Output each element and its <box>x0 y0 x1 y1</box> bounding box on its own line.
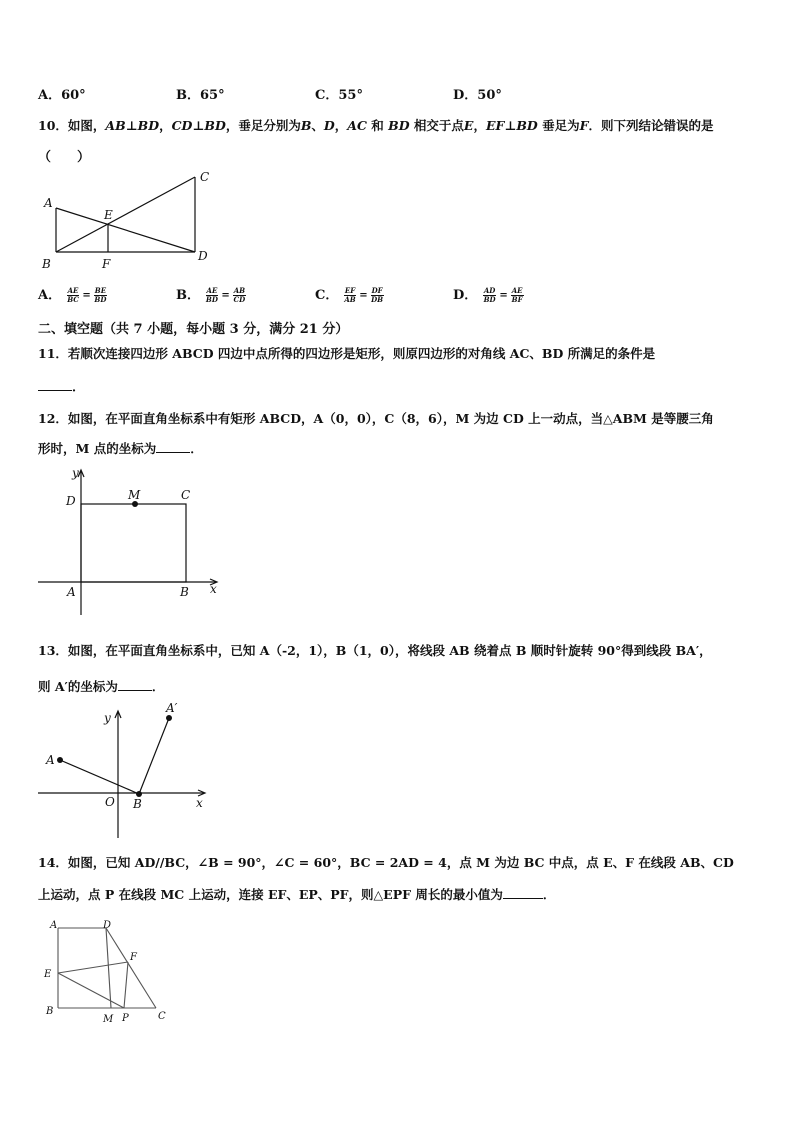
q14-segment-ep <box>58 973 124 1008</box>
q10-option-b-left-fraction <box>206 287 219 304</box>
q14-label-b: B <box>46 1006 54 1017</box>
q12-label-y: y <box>72 466 79 480</box>
q10-option-d-letter: D． <box>453 288 478 303</box>
q10-sep-2: 、 <box>311 118 324 133</box>
fraction-numerator: AD <box>483 286 496 295</box>
fraction-numerator: AB <box>233 286 246 295</box>
q13-text-2: 则 A′的坐标为 <box>38 679 118 694</box>
equals-sign: = <box>499 290 508 301</box>
q13-label-b: B <box>133 797 142 811</box>
q10-line-1: AC <box>347 118 367 133</box>
q10-option-d-right-fraction <box>511 287 524 304</box>
fraction-numerator: EF <box>344 286 356 295</box>
fraction-numerator: DF <box>371 286 383 295</box>
q13-point-a-prime <box>166 715 172 721</box>
q13-label-y: y <box>104 711 111 725</box>
q9-option-c-letter: C． <box>315 88 339 103</box>
q14-end: ． <box>542 887 556 902</box>
q10-option-c-letter: C． <box>315 288 339 303</box>
q13-label-a-prime: A′ <box>166 701 178 715</box>
fraction-denominator: DB <box>371 295 384 304</box>
q12-label-c: C <box>181 488 191 502</box>
q12-label-b: B <box>180 585 189 599</box>
q13-stem-line-1 <box>38 641 712 659</box>
equals-sign: = <box>221 290 230 301</box>
q14-label-a: A <box>50 920 58 931</box>
fraction-denominator: BD <box>205 295 218 304</box>
q10-label-f: F <box>102 257 111 271</box>
q13-segment-ba-prime <box>139 718 169 794</box>
q14-label-m: M <box>103 1014 114 1025</box>
q10-foot-1: B <box>300 118 312 133</box>
q14-segment-pf <box>124 962 128 1008</box>
q9-option-a-value: 60° <box>61 88 86 103</box>
fraction-denominator: BF <box>511 295 523 304</box>
q10-option-b-letter: B． <box>176 288 200 303</box>
q14-label-e: E <box>44 969 52 980</box>
q10-text-1: 如图， <box>67 118 106 133</box>
q10-stem <box>38 116 714 134</box>
q12-stem-line-1 <box>38 409 714 427</box>
q10-label-c: C <box>200 170 210 184</box>
q14-segment-ef <box>58 962 128 973</box>
q12-answer-blank[interactable] <box>156 440 190 453</box>
q10-point-e: E <box>463 118 474 133</box>
q10-label-a: A <box>44 196 53 210</box>
q10-option-b <box>176 284 247 304</box>
equals-sign: = <box>82 290 91 301</box>
q10-option-d <box>453 284 525 304</box>
q13-number: 13． <box>38 643 68 658</box>
q13-text-1: 如图，在平面直角坐标系中，已知 A（-2，1），B（1，0），将线段 AB 绕着点 B 顺时针旋转 90°得到线段 BA′， <box>67 643 712 658</box>
q14-number: 14． <box>38 855 68 870</box>
q10-option-a-right-fraction <box>94 287 107 304</box>
q10-point-f: F <box>579 118 589 133</box>
q12-figure <box>36 463 226 618</box>
q11-end: ． <box>72 380 86 395</box>
fraction-denominator: BD <box>94 295 107 304</box>
q9-option-d <box>453 84 502 103</box>
q12-stem-line-2 <box>38 439 203 457</box>
q9-option-a <box>38 84 86 103</box>
q10-option-a-left-fraction <box>67 287 80 304</box>
q12-end: ． <box>190 441 203 456</box>
q12-label-a: A <box>67 585 76 599</box>
q14-segment-dc <box>106 928 156 1008</box>
q9-option-b-value: 65° <box>200 88 225 103</box>
q13-segment-ab <box>60 760 139 794</box>
fraction-denominator: AB <box>344 295 356 304</box>
q12-label-m: M <box>128 488 141 502</box>
q10-option-c <box>315 284 385 304</box>
q10-option-a <box>38 284 108 304</box>
section-title: 二、填空题（共 7 小题，每小题 3 分，满分 21 分） <box>38 322 349 337</box>
q14-text-1: 如图，已知 AD//BC，∠B = 90°，∠C = 60°，BC = 2AD = 4，点 M 为边 BC 中点，点 E、F 在线段 AB、CD <box>67 855 734 870</box>
q14-text-2: 上运动，点 P 在线段 MC 上运动，连接 EF、EP、PF，则△EPF 周长的最小值为 <box>38 887 503 902</box>
q9-option-a-letter: A． <box>38 88 62 103</box>
q13-point-a <box>57 757 63 763</box>
q11-number: 11． <box>38 346 68 361</box>
q14-stem-line-2 <box>38 885 555 903</box>
q10-option-d-left-fraction <box>483 287 497 304</box>
q10-option-b-right-fraction <box>233 287 246 304</box>
q10-cond-3: EF⊥BD <box>485 118 538 133</box>
q9-option-b-letter: B． <box>176 88 200 103</box>
q13-label-a: A <box>46 753 55 767</box>
q10-text-2: ，垂足分别为 <box>225 118 301 133</box>
q11-answer-line <box>38 376 85 395</box>
q13-answer-blank[interactable] <box>118 678 152 691</box>
q12-label-d: D <box>66 494 76 508</box>
q10-option-a-letter: A． <box>38 288 62 303</box>
fraction-denominator: BC <box>67 295 79 304</box>
q10-text-4: 垂足为 <box>537 118 580 133</box>
q13-label-x: x <box>196 796 203 810</box>
q10-option-c-right-fraction <box>371 287 384 304</box>
q10-number: 10． <box>38 118 68 133</box>
q10-sep-3: ， <box>334 118 348 133</box>
q10-figure <box>38 166 218 274</box>
q14-label-p: P <box>122 1013 129 1024</box>
q14-answer-blank[interactable] <box>503 886 543 899</box>
q9-option-b <box>176 84 225 103</box>
fraction-denominator: CD <box>233 295 246 304</box>
q10-text-5: ．则下列结论错误的是 <box>588 118 714 133</box>
q14-figure <box>36 915 176 1027</box>
q14-label-d: D <box>103 920 112 931</box>
q11-stem <box>38 344 655 362</box>
q11-text: 若顺次连接四边形 ABCD 四边中点所得的四边形是矩形，则原四边形的对角线 AC、BD 所满足的条件是 <box>67 346 656 361</box>
q13-stem-line-2 <box>38 677 164 695</box>
q10-cond-1: AB⊥BD <box>105 118 160 133</box>
q12-label-x: x <box>210 582 217 596</box>
fraction-numerator: AE <box>206 286 218 295</box>
q10-text-3: 相交于点 <box>409 118 464 133</box>
q10-sep-1: ， <box>159 118 172 133</box>
q14-label-c: C <box>158 1011 166 1022</box>
q14-stem-line-1 <box>38 853 734 871</box>
q12-number: 12． <box>38 411 68 426</box>
q10-option-c-left-fraction <box>344 287 356 304</box>
q9-option-d-letter: D． <box>453 88 478 103</box>
q10-cond-2: CD⊥BD <box>171 118 226 133</box>
q10-label-d: D <box>198 249 208 263</box>
fraction-denominator: BD <box>483 295 496 304</box>
q10-and: 和 <box>366 118 389 133</box>
q14-label-f: F <box>130 952 137 963</box>
q9-option-c-value: 55° <box>338 88 363 103</box>
q10-sep-4: ， <box>473 118 486 133</box>
q10-answer-paren: （ ） <box>38 150 91 165</box>
q12-text-2: 形时，M 点的坐标为 <box>38 441 157 456</box>
q10-line-2: BD <box>388 118 410 133</box>
q13-label-o: O <box>105 795 115 809</box>
q13-end: ． <box>151 679 165 694</box>
fraction-numerator: BE <box>94 286 107 295</box>
q10-label-b: B <box>42 257 51 271</box>
q9-option-d-value: 50° <box>477 88 502 103</box>
q12-rectangle-abcd <box>81 504 186 582</box>
q9-option-c <box>315 84 363 103</box>
q14-segment-dm <box>106 928 111 1008</box>
q10-label-e: E <box>104 208 113 222</box>
q13-figure <box>36 700 216 842</box>
equals-sign: = <box>359 290 368 301</box>
q10-foot-2: D <box>323 118 335 133</box>
q12-text-1: 如图，在平面直角坐标系中有矩形 ABCD，A（0，0），C（8，6），M 为边 CD 上一动点，当△ABM 是等腰三角 <box>67 411 714 426</box>
fraction-numerator: AE <box>511 286 523 295</box>
q11-answer-blank[interactable] <box>38 378 72 391</box>
fraction-numerator: AE <box>67 286 79 295</box>
